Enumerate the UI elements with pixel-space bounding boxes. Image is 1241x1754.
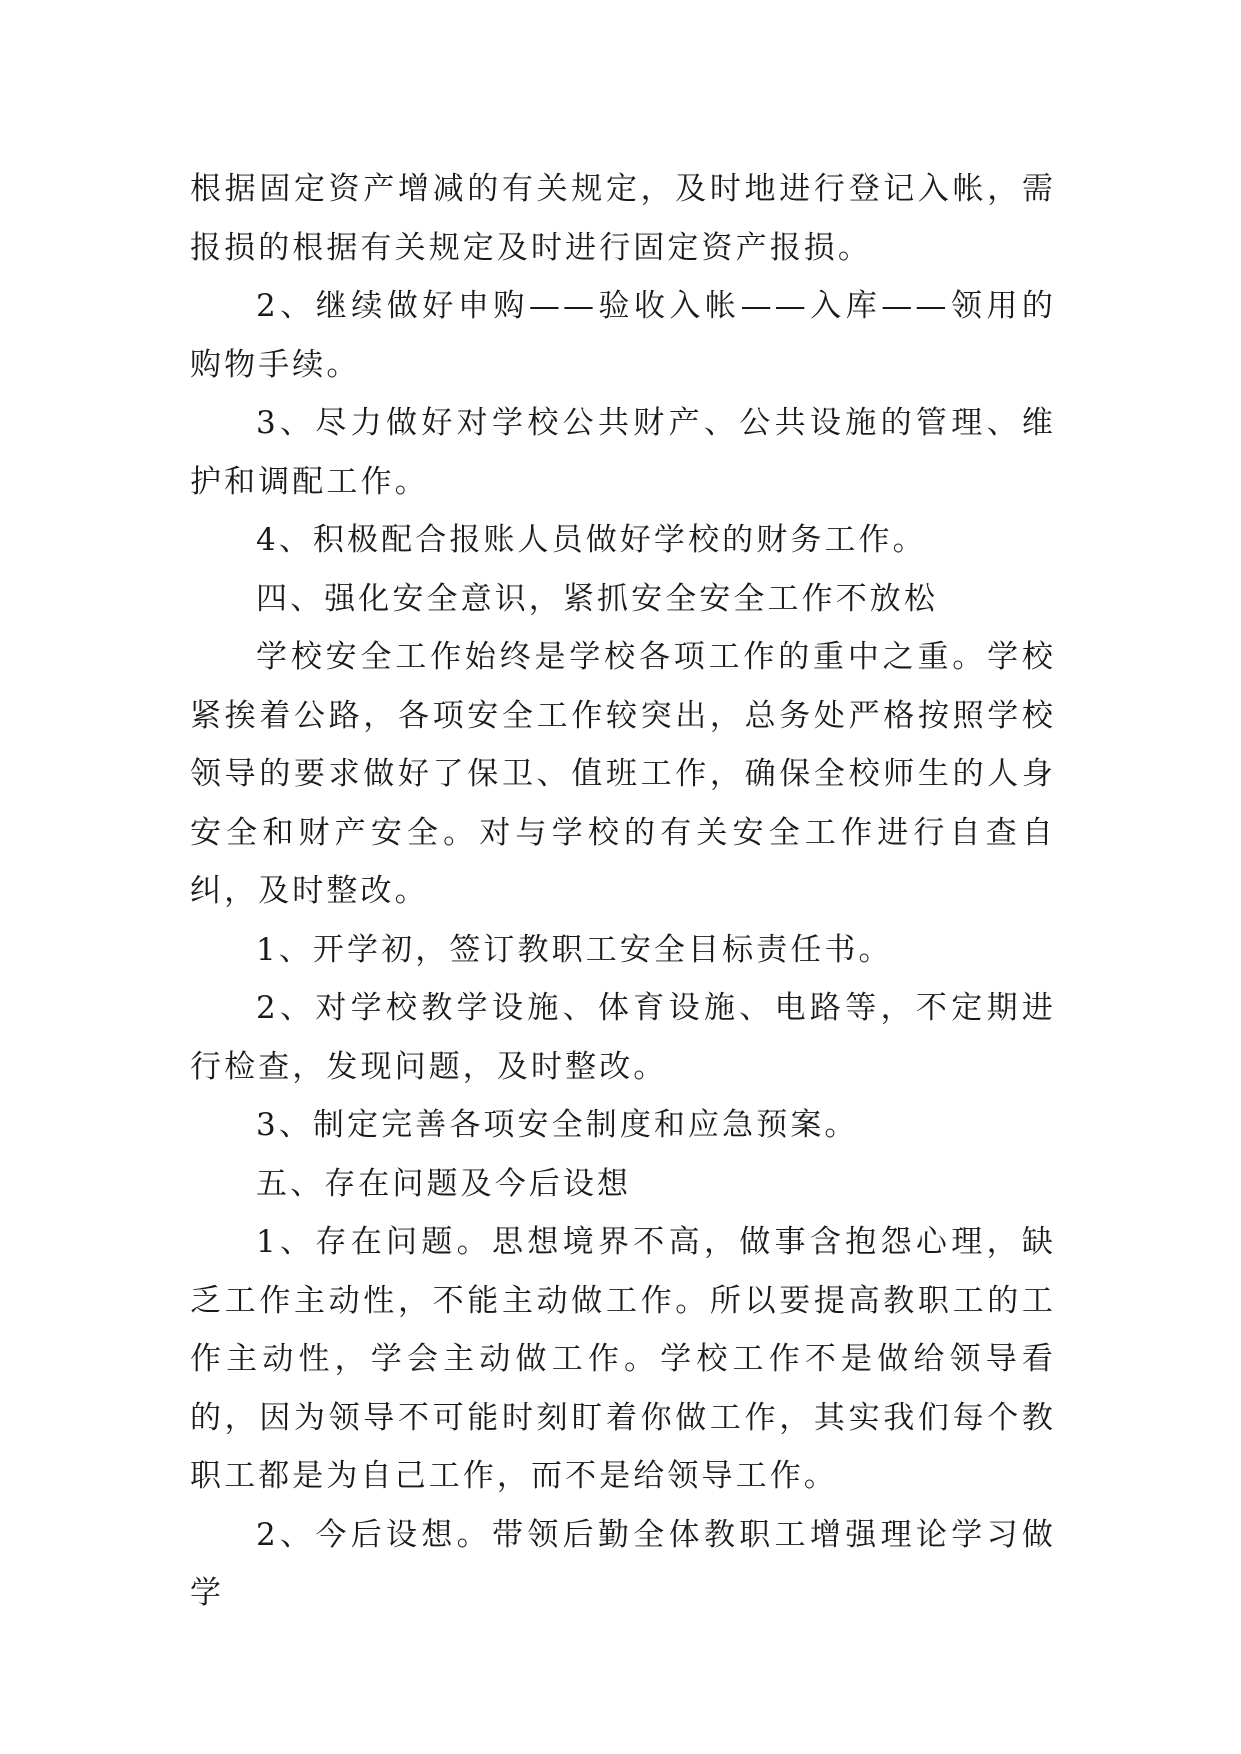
paragraph-4: 4、积极配合报账人员做好学校的财务工作。 bbox=[256, 522, 927, 558]
paragraph-2: 2、继续做好申购——验收入帐——入库——领用的购物手续。 bbox=[190, 288, 1056, 383]
paragraph-9: 3、制定完善各项安全制度和应急预案。 bbox=[256, 1107, 859, 1143]
paragraph-11: 1、存在问题。思想境界不高，做事含抱怨心理，缺乏工作主动性，不能主动做工作。所以要提高教职工的工作主动性，学会主动做工作。学校工作不是做给领导看的，因为领导不可能时刻盯着你做工作，其实我们每个教职工都是为自己工作，而不是给领导工作。 bbox=[190, 1224, 1056, 1494]
paragraph-6: 学校安全工作始终是学校各项工作的重中之重。学校紧挨着公路，各项安全工作较突出，总务处严格按照学校领导的要求做好了保卫、值班工作，确保全校师生的人身安全和财产安全。对与学校的有关安全工作进行自查自纠，及时整改。 bbox=[190, 639, 1056, 909]
paragraph-3: 3、尽力做好对学校公共财产、公共设施的管理、维护和调配工作。 bbox=[190, 405, 1056, 500]
paragraph-7: 1、开学初，签订教职工安全目标责任书。 bbox=[256, 931, 893, 968]
section-heading-4: 四、强化安全意识，紧抓安全安全工作不放松 bbox=[256, 580, 938, 617]
paragraph-8: 2、对学校教学设施、体育设施、电路等，不定期进行检查，发现问题，及时整改。 bbox=[190, 990, 1056, 1085]
document-page bbox=[190, 160, 1056, 1623]
paragraph-1: 根据固定资产增减的有关规定，及时地进行登记入帐，需报损的根据有关规定及时进行固定资产报损。 bbox=[190, 171, 1056, 266]
paragraph-12: 2、今后设想。带领后勤全体教职工增强理论学习做学 bbox=[190, 1516, 1056, 1611]
section-heading-5: 五、存在问题及今后设想 bbox=[256, 1165, 632, 1202]
